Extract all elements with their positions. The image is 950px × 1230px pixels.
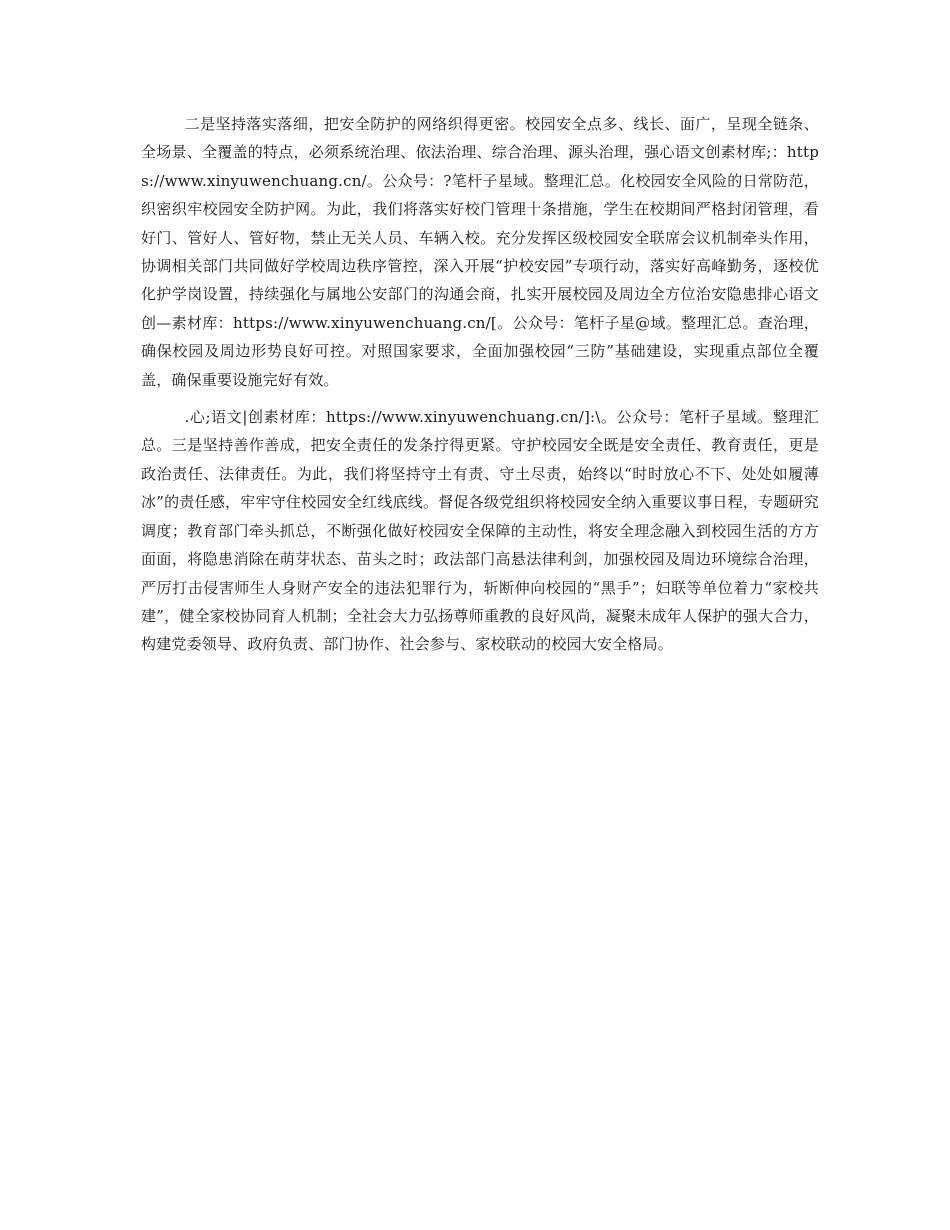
paragraph-2: .心;语文|创素材库：https://www.xinyuwenchuang.cn/]:\。公众号：笔杆子星域。整理汇总。三是坚持善作善成，把安全责任的发条拧得更紧。守护校园安全既是安全责任、教育责任，更是政治责任、法律责任。为此，我们将坚持守土有责、守土尽责，始终以“时时放心不下、处处如履薄冰”的责任感，牢牢守住校园安全红线底线。督促各级党组织将校园安全纳入重要议事日程，专题研究调度；教育部门牵头抓总，不断强化做好校园安全保障的主动性，将安全理念融入到校园生活的方方面面，将隐患消除在萌芽状态、苗头之时；政法部门高悬法律利剑，加强校园及周边环境综合治理，严厉打击侵害师生人身财产安全的违法犯罪行为，斩断伸向校园的“黑手”；妇联等单位着力“家校共建”，健全家校协同育人机制；全社会大力弘扬尊师重教的良好风尚，凝聚未成年人保护的强大合力，构建党委领导、政府负责、部门协作、社会参与、家校联动的校园大安全格局。	[141, 408, 819, 654]
document-body	[141, 110, 819, 668]
paragraph-1: 二是坚持落实落细，把安全防护的网络织得更密。校园安全点多、线长、面广，呈现全链条、全场景、全覆盖的特点，必须系统治理、依法治理、综合治理、源头治理，强心语文创素材库;：https://www.xinyuwenchuang.cn/。公众号：?笔杆子星域。整理汇总。化校园安全风险的日常防范，织密织牢校园安全防护网。为此，我们将落实好校门管理十条措施，学生在校期间严格封闭管理，看好门、管好人、管好物，禁止无关人员、车辆入校。充分发挥区级校园安全联席会议机制牵头作用，协调相关部门共同做好学校周边秩序管控，深入开展“护校安园”专项行动，落实好高峰勤务，逐校优化护学岗设置，持续强化与属地公安部门的沟通会商，扎实开展校园及周边全方位治安隐患排心语文创—素材库：https://www.xinyuwenchuang.cn/[。公众号：笔杆子星@域。整理汇总。查治理，确保校园及周边形势良好可控。对照国家要求，全面加强校园“三防”基础建设，实现重点部位全覆盖，确保重要设施完好有效。	[141, 115, 819, 389]
